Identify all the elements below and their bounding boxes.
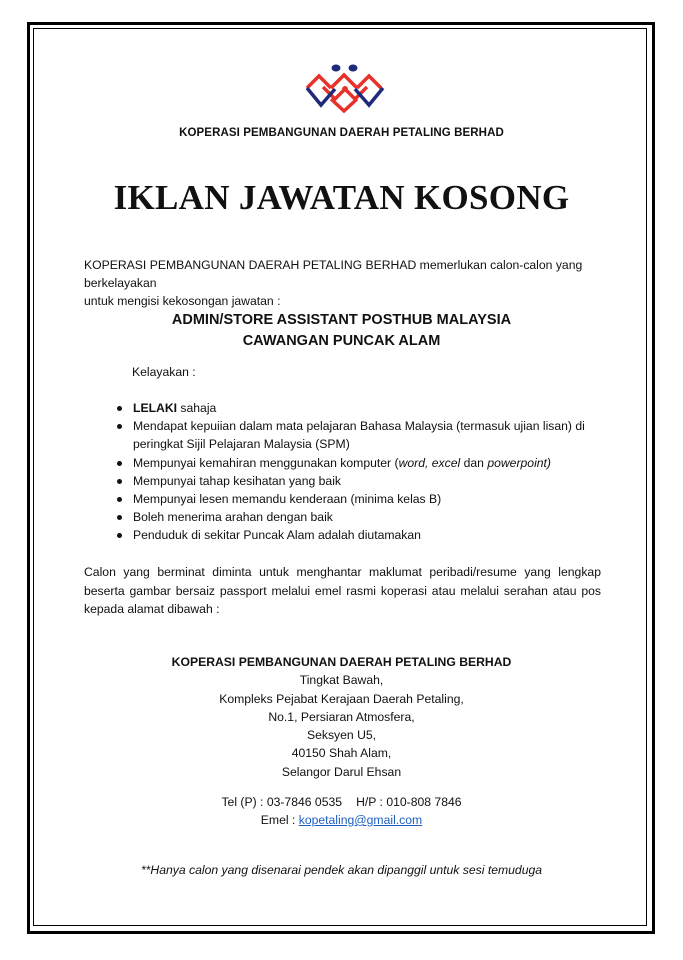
position-title: ADMIN/STORE ASSISTANT POSTHUB MALAYSIA [171, 312, 512, 328]
bullet-icon [117, 533, 122, 538]
koperasi-logo-icon [301, 63, 391, 113]
list-item [112, 526, 592, 544]
list-item [112, 417, 592, 453]
requirement-text: Penduduk di sekitar Puncak Alam adalah diutamakan [133, 528, 421, 543]
address-line: Tingkat Bawah, [299, 673, 384, 688]
requirement-text: Mempunyai tahap kesihatan yang baik [133, 473, 341, 488]
address-line: Kompleks Pejabat Kerajaan Daerah Petaling, [219, 691, 464, 706]
requirement-text: Mempunyai lesen memandu kenderaan (minima kelas B) [133, 492, 442, 507]
phone-line [0, 793, 683, 811]
requirement-text: Boleh menerima arahan dengan baik [133, 510, 333, 525]
contact-info [0, 793, 683, 829]
bullet-icon [117, 497, 122, 502]
email-label: Emel : [260, 813, 299, 827]
address-line: No.1, Persiaran Atmosfera, [268, 709, 415, 724]
mobile-phone: H/P : 010-808 7846 [356, 795, 462, 809]
requirement-text: dan [460, 455, 488, 470]
requirements-label: Kelayakan : [132, 365, 196, 379]
bullet-icon [117, 479, 122, 484]
address-line: 40150 Shah Alam, [291, 746, 392, 761]
application-instructions: Calon yang berminat diminta untuk menghantar maklumat peribadi/resume yang lengkap beserta gambar bersaiz passport melalui emel rasmi koperasi atau melalui serahan atau pos kepada alamat dibawah : [84, 565, 601, 616]
mailing-address [0, 653, 683, 781]
shortlist-note: **Hanya calon yang disenarai pendek akan dipanggil untuk sesi temuduga [140, 863, 543, 877]
email-line [0, 811, 683, 829]
bullet-icon [117, 424, 122, 429]
intro-paragraph [84, 256, 604, 310]
requirement-bold: LELAKI [133, 401, 178, 415]
requirement-italic: word, excel [398, 455, 461, 470]
address-line: Selangor Darul Ehsan [281, 764, 402, 779]
requirement-text: sahaja [177, 401, 217, 415]
office-phone: Tel (P) : 03-7846 0535 [221, 795, 343, 809]
list-item [112, 399, 592, 417]
list-item [112, 508, 592, 526]
bullet-icon [117, 406, 122, 411]
position-branch: CAWANGAN PUNCAK ALAM [242, 333, 441, 349]
intro-line-1: KOPERASI PEMBANGUNAN DAERAH PETALING BERHAD memerlukan calon-calon yang berkelayakan [84, 258, 583, 290]
address-line: Seksyen U5, [306, 728, 377, 743]
address-organization: KOPERASI PEMBANGUNAN DAERAH PETALING BERHAD [171, 655, 512, 669]
position-heading [0, 310, 683, 352]
bullet-icon [117, 461, 122, 466]
list-item [112, 454, 592, 472]
bullet-icon [117, 515, 122, 520]
intro-line-2: untuk mengisi kekosongan jawatan : [84, 294, 281, 308]
page-title: IKLAN JAWATAN KOSONG [113, 178, 570, 217]
requirements-list [112, 399, 592, 545]
organization-name: KOPERASI PEMBANGUNAN DAERAH PETALING BERHAD [179, 127, 504, 139]
requirement-text: Mendapat kepuiian dalam mata pelajaran Bahasa Malaysia (termasuk ujian lisan) di peringkat Sijil Pelajaran Malaysia (SPM) [133, 419, 585, 452]
list-item [112, 472, 592, 490]
list-item [112, 490, 592, 508]
requirement-italic: powerpoint) [487, 455, 551, 470]
email-link[interactable]: kopetaling@gmail.com [298, 813, 423, 827]
requirement-text: Mempunyai kemahiran menggunakan komputer ( [133, 455, 399, 470]
